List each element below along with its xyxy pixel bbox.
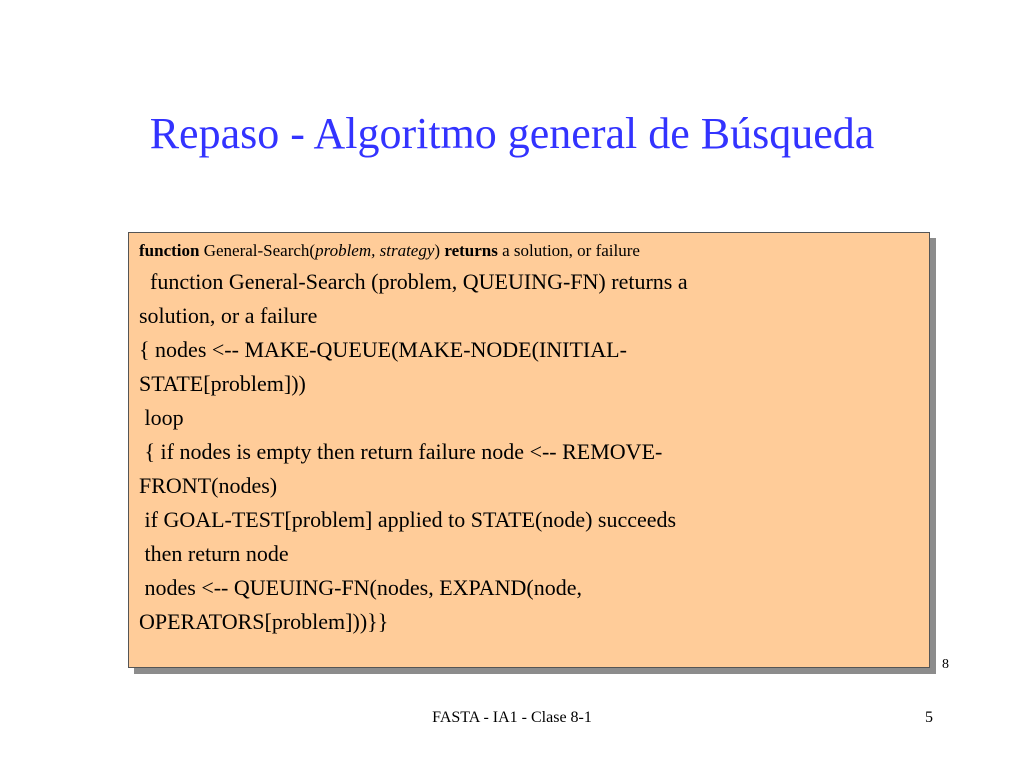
footnote-number: 8 (942, 657, 949, 672)
code-line: STATE[problem])) (139, 371, 306, 396)
code-line: { if nodes is empty then return failure node <-- REMOVE- (139, 439, 663, 464)
function-params: problem, strategy (315, 241, 435, 260)
code-line: FRONT(nodes) (139, 473, 278, 498)
footer-text: FASTA - IA1 - Clase 8-1 (432, 709, 592, 726)
code-line: if GOAL-TEST[problem] applied to STATE(node) succeeds (139, 507, 677, 532)
keyword-returns: returns (440, 241, 498, 260)
slide-title: Repaso - Algoritmo general de Búsqueda (149, 109, 875, 158)
code-line: { nodes <-- MAKE-QUEUE(MAKE-NODE(INITIAL- (139, 337, 627, 362)
page-number: 5 (925, 709, 933, 726)
code-line: function General-Search (problem, QUEUING-FN) returns a (139, 269, 688, 294)
code-line: loop (139, 405, 184, 430)
close-paren: ) (434, 241, 441, 260)
function-signature (139, 239, 919, 263)
keyword-function: function (139, 241, 200, 260)
return-description: a solution, or failure (497, 241, 640, 260)
code-line: nodes <-- QUEUING-FN(nodes, EXPAND(node, (139, 575, 582, 600)
code-line: solution, or a failure (139, 303, 318, 328)
algorithm-code-box (128, 232, 930, 668)
function-name: General-Search( (199, 241, 316, 260)
code-line: then return node (139, 541, 289, 566)
code-line: OPERATORS[problem]))}} (139, 609, 389, 634)
